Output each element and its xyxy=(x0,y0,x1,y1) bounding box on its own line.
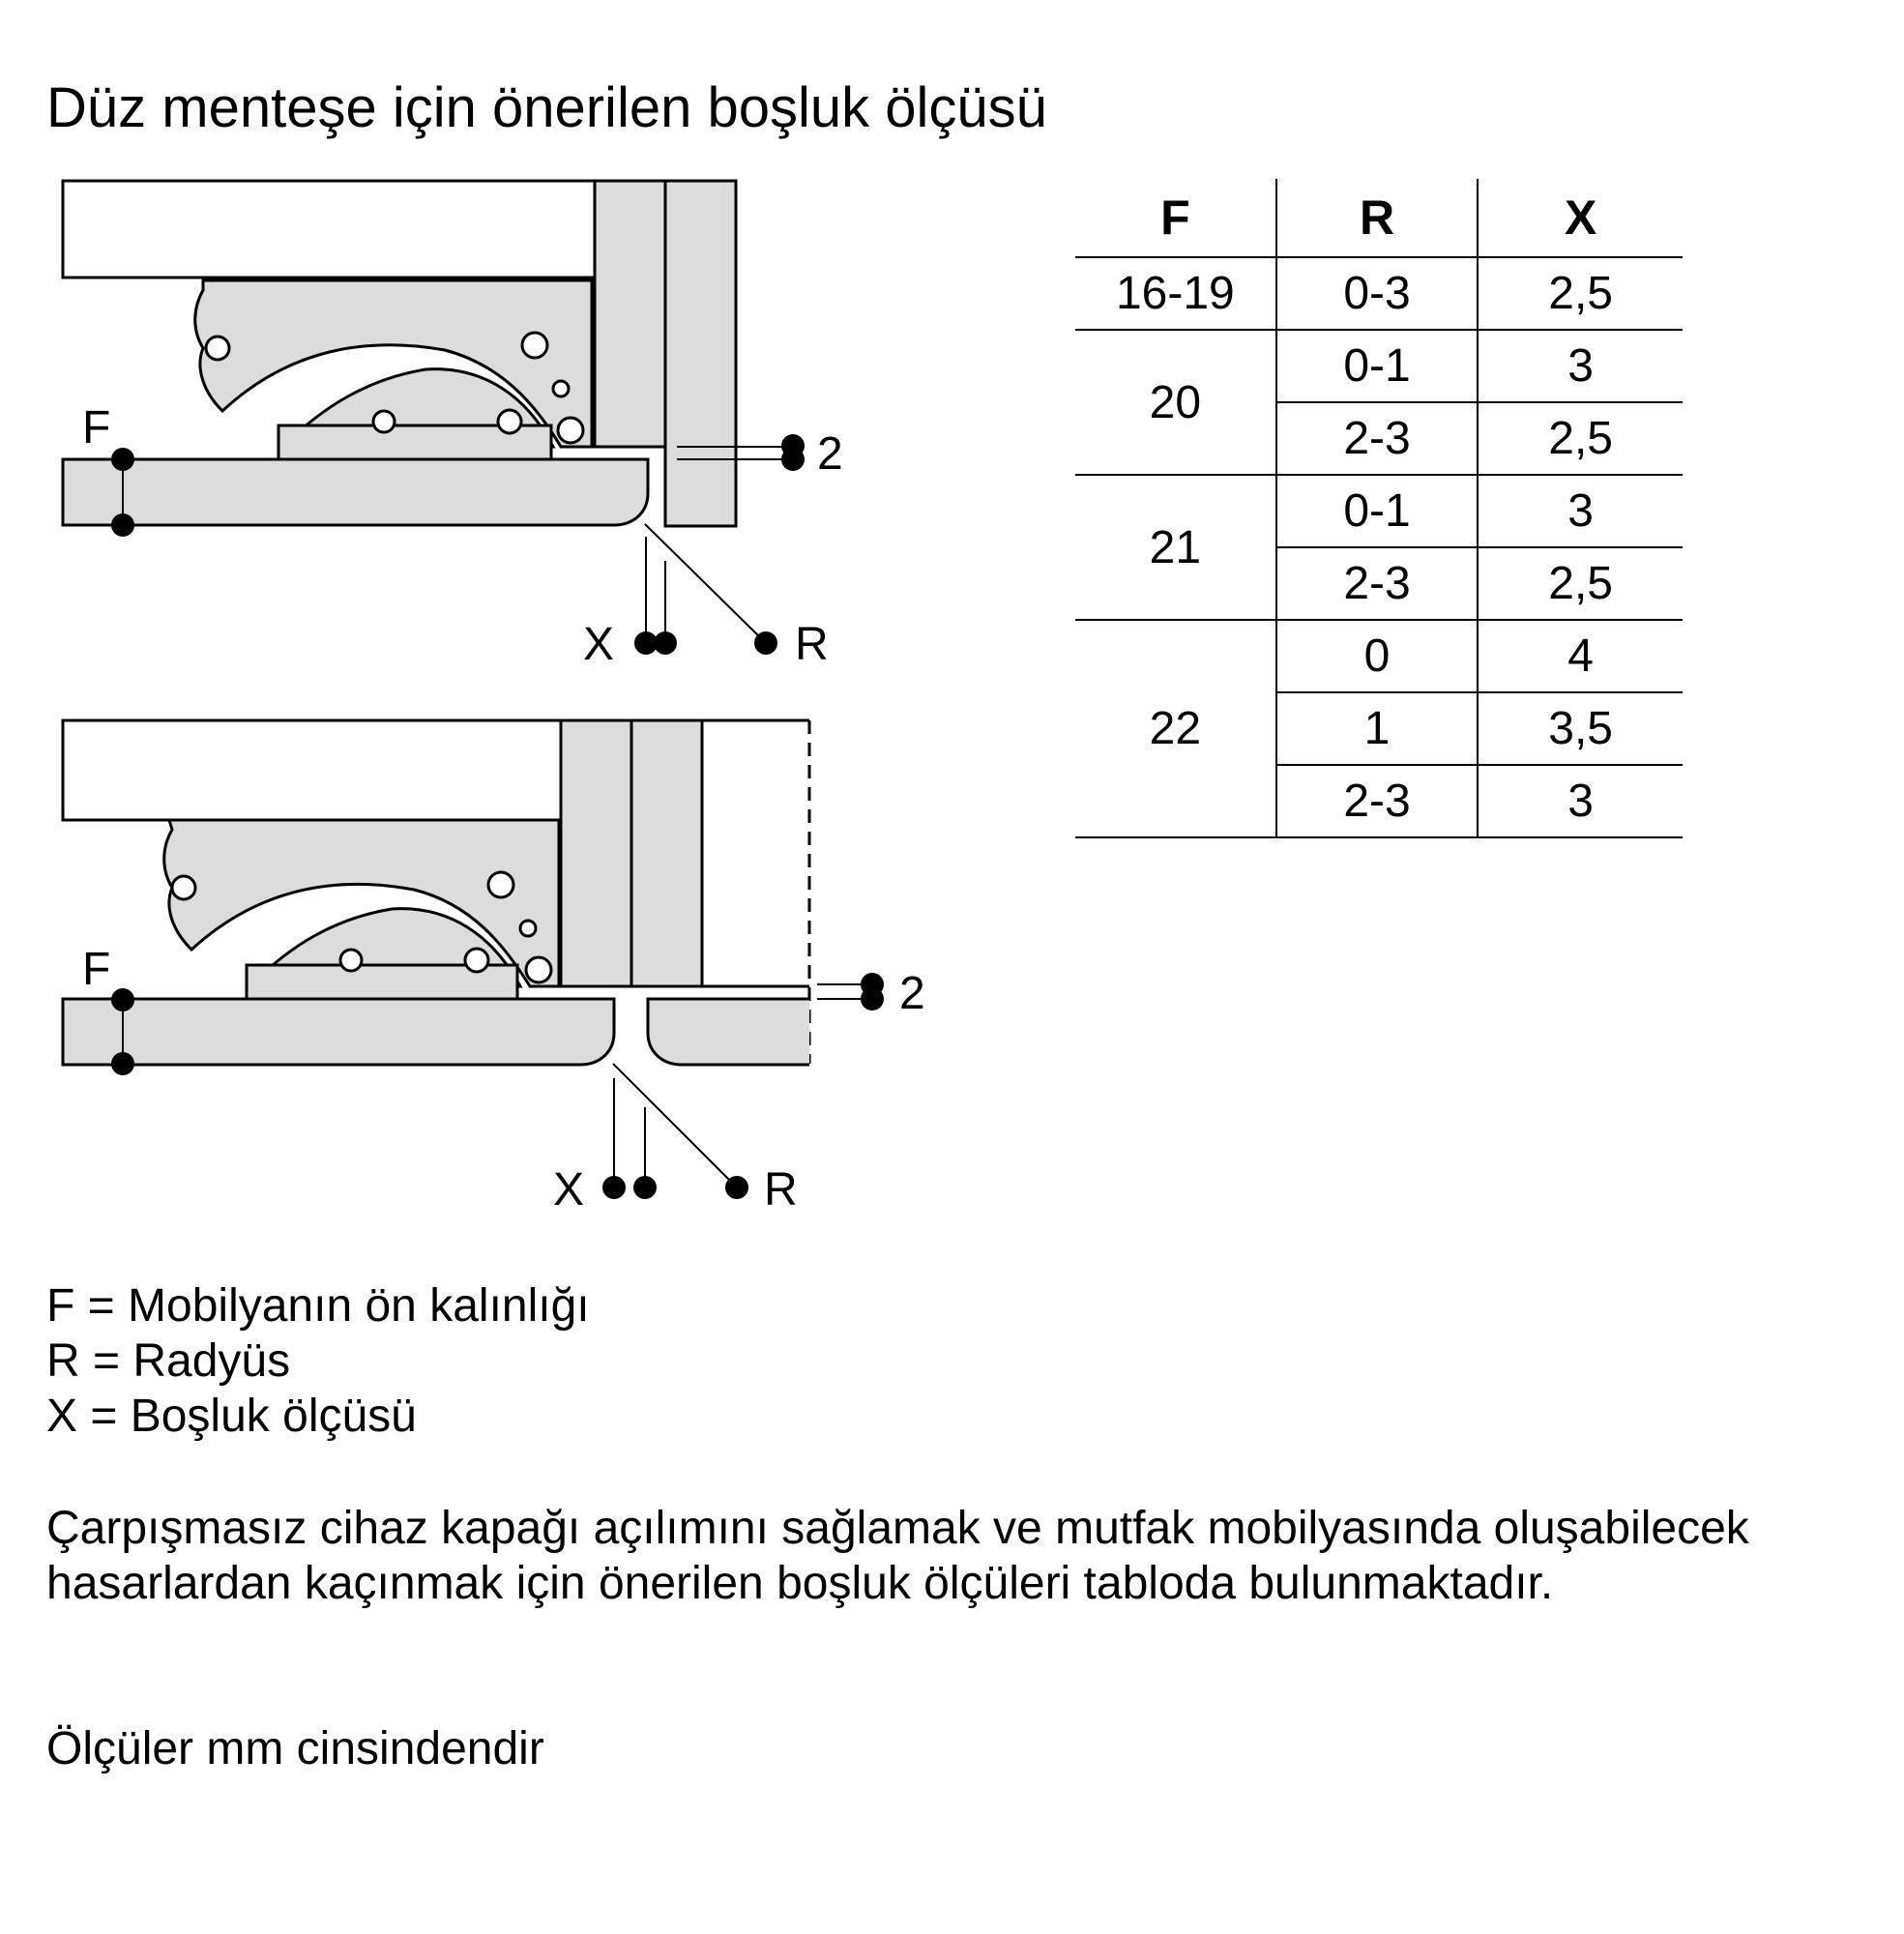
table-header-r: R xyxy=(1276,179,1479,257)
top-label-x: X xyxy=(583,619,615,670)
top-gap-marker xyxy=(781,448,805,471)
table-cell-x: 2,5 xyxy=(1478,547,1683,620)
table-cell-x: 2,5 xyxy=(1478,402,1683,475)
diagram-top xyxy=(63,181,793,643)
units-note: Ölçüler mm cinsindendir xyxy=(46,1723,544,1774)
table-cell-x: 4 xyxy=(1478,620,1683,692)
bottom-hinge-screw xyxy=(526,957,551,982)
top-label-f: F xyxy=(82,402,111,454)
top-side-wall xyxy=(595,181,665,447)
table-cell-r: 2-3 xyxy=(1276,547,1479,620)
bottom-f-marker xyxy=(111,1052,134,1075)
table-cell-r: 0-3 xyxy=(1276,257,1479,330)
top-hinge-screw xyxy=(206,337,229,360)
table-header-f: F xyxy=(1075,179,1276,257)
page-title: Düz menteşe için önerilen boşluk ölçüsü xyxy=(46,76,1047,139)
table-cell-x: 3,5 xyxy=(1478,692,1683,765)
bottom-x-marker xyxy=(633,1176,657,1199)
table-cell-x: 3 xyxy=(1478,475,1683,547)
table-cell-r: 1 xyxy=(1276,692,1479,765)
top-door-panel xyxy=(63,459,648,525)
table-row xyxy=(1075,475,1683,547)
table-cell-x: 2,5 xyxy=(1478,257,1683,330)
bottom-appliance-door xyxy=(631,720,702,986)
bottom-adjacent-outline xyxy=(702,720,809,986)
table-row xyxy=(1075,257,1683,330)
bottom-hinge-screw xyxy=(488,872,513,897)
clearance-table xyxy=(1075,179,1683,838)
table-cell-f: 16-19 xyxy=(1075,257,1276,330)
bottom-r-marker xyxy=(725,1176,748,1199)
bottom-cabinet-panel xyxy=(63,720,561,820)
table-cell-f: 20 xyxy=(1075,330,1276,475)
table-cell-x: 3 xyxy=(1478,330,1683,402)
top-label-r: R xyxy=(795,619,829,670)
table-header-row xyxy=(1075,179,1683,257)
bottom-label-r: R xyxy=(764,1164,798,1216)
legend xyxy=(46,1278,590,1444)
legend-item-x: X = Boşluk ölçüsü xyxy=(46,1391,417,1442)
table-cell-f: 21 xyxy=(1075,475,1276,620)
bottom-x-marker xyxy=(602,1176,626,1199)
bottom-hinge-screw xyxy=(340,950,362,971)
top-hinge-screw xyxy=(558,418,583,443)
table-cell-f: 22 xyxy=(1075,620,1276,837)
table-row xyxy=(1075,620,1683,692)
table-cell-r: 0-1 xyxy=(1276,330,1479,402)
bottom-side-wall xyxy=(561,720,631,986)
bottom-adjacent-door-panel xyxy=(648,999,809,1065)
top-cabinet-panel xyxy=(63,181,595,278)
legend-item-f: F = Mobilyanın ön kalınlığı xyxy=(46,1280,590,1332)
top-hinge-screw xyxy=(553,381,569,396)
top-r-leader-line xyxy=(645,524,766,643)
bottom-label-x: X xyxy=(553,1164,585,1216)
bottom-r-leader-line xyxy=(613,1064,737,1187)
table-cell-r: 2-3 xyxy=(1276,402,1479,475)
table-cell-x: 3 xyxy=(1478,765,1683,837)
diagram-bottom xyxy=(63,720,872,1187)
top-hinge-screw xyxy=(373,411,395,432)
bottom-hinge-screw xyxy=(172,876,195,899)
table-cell-r: 0 xyxy=(1276,620,1479,692)
top-r-marker xyxy=(754,631,777,655)
bottom-hinge-screw xyxy=(465,949,488,972)
description-paragraph: Çarpışmasız cihaz kapağı açılımını sağlamak ve mutfak mobilyasında oluşabilecek hasarlardan kaçınmak için önerilen boşluk ölçüleri tabloda bulunmaktadır. xyxy=(46,1503,1749,1609)
top-hinge-screw xyxy=(522,333,547,358)
table-row xyxy=(1075,330,1683,402)
bottom-gap-marker xyxy=(861,987,884,1011)
top-f-marker xyxy=(111,513,134,537)
table-header-x: X xyxy=(1478,179,1683,257)
bottom-door-panel xyxy=(63,999,614,1065)
table-cell-r: 0-1 xyxy=(1276,475,1479,547)
bottom-f-marker xyxy=(111,988,134,1011)
legend-item-r: R = Radyüs xyxy=(46,1335,291,1387)
top-label-2: 2 xyxy=(817,428,843,480)
table-cell-r: 2-3 xyxy=(1276,765,1479,837)
top-x-marker xyxy=(654,631,677,655)
top-appliance-door xyxy=(665,181,736,526)
bottom-label-f: F xyxy=(82,944,111,995)
bottom-hinge-screw xyxy=(520,921,536,936)
top-f-marker xyxy=(111,448,134,471)
bottom-label-2: 2 xyxy=(899,968,925,1019)
top-hinge-screw xyxy=(498,410,521,433)
